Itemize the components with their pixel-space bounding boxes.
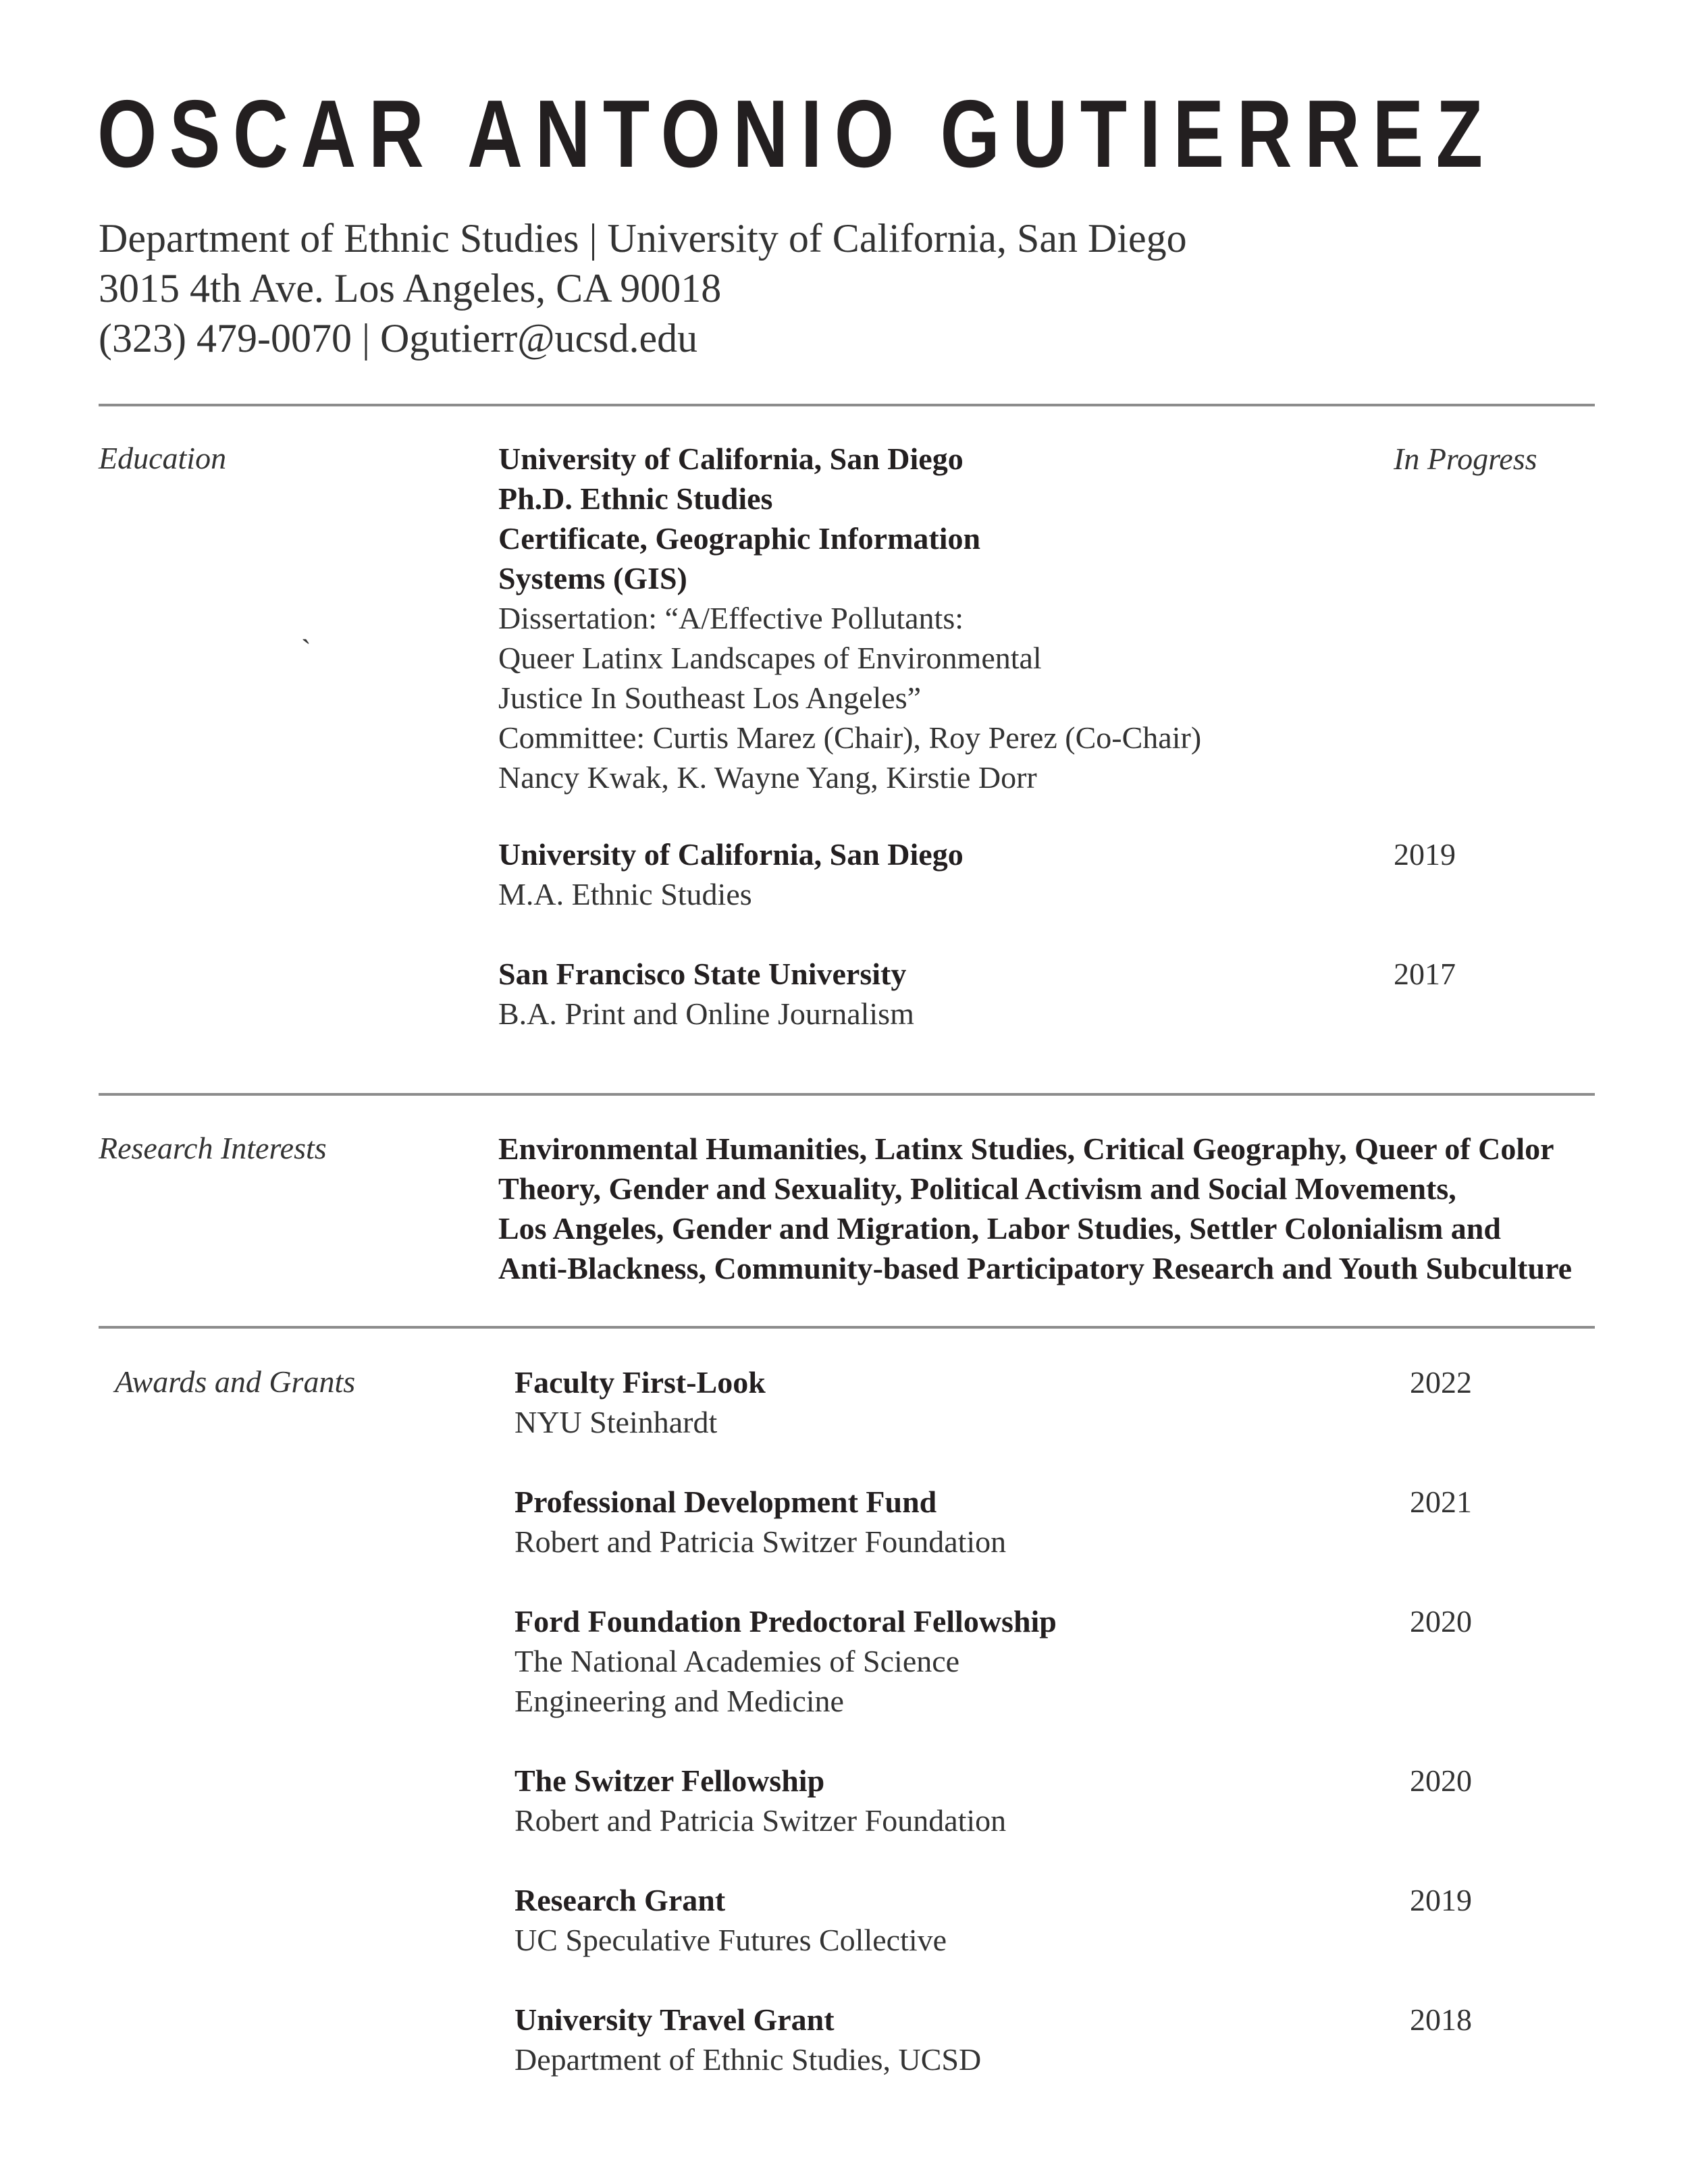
award-entry <box>515 1601 1057 1721</box>
entry-date: 2019 <box>1410 1883 1472 1917</box>
entry-date: 2020 <box>1410 1763 1472 1798</box>
divider <box>99 1093 1595 1096</box>
entry-detail: Nancy Kwak, K. Wayne Yang, Kirstie Dorr <box>498 760 1037 795</box>
award-entry <box>515 2000 981 2079</box>
entry-title: Ford Foundation Predoctoral Fellowship <box>515 1604 1057 1639</box>
research-line: Anti-Blackness, Community-based Participatory Research and Youth Subculture <box>498 1251 1573 1285</box>
section-label-research: Research Interests <box>99 1131 327 1165</box>
research-interests-text <box>498 1129 1572 1288</box>
entry-date: 2020 <box>1410 1604 1472 1639</box>
entry-date: 2019 <box>1394 837 1456 872</box>
entry-title: Faculty First-Look <box>515 1365 766 1400</box>
contact-block <box>99 213 1187 363</box>
award-entry <box>515 1482 1006 1562</box>
entry-title: Systems (GIS) <box>498 561 687 595</box>
entry-title: University of California, San Diego <box>498 837 964 872</box>
entry-detail: Robert and Patricia Switzer Foundation <box>515 1803 1007 1838</box>
research-line: Environmental Humanities, Latinx Studies, Critical Geography, Queer of Color <box>498 1131 1554 1166</box>
entry-detail: UC Speculative Futures Collective <box>515 1923 947 1957</box>
entry-detail: Robert and Patricia Switzer Foundation <box>515 1524 1007 1559</box>
department-line: Department of Ethnic Studies | University of California, San Diego <box>99 216 1187 261</box>
section-label-awards: Awards and Grants <box>115 1364 356 1399</box>
entry-date: In Progress <box>1394 442 1537 476</box>
entry-detail: Dissertation: “A/Effective Pollutants: <box>498 601 964 635</box>
entry-detail: NYU Steinhardt <box>515 1405 718 1439</box>
section-label-education: Education <box>99 441 227 475</box>
entry-detail: B.A. Print and Online Journalism <box>498 996 914 1031</box>
entry-detail: Queer Latinx Landscapes of Environmental <box>498 641 1042 675</box>
entry-detail: Justice In Southeast Los Angeles” <box>498 681 922 715</box>
research-line: Theory, Gender and Sexuality, Political Activism and Social Movements, <box>498 1171 1456 1206</box>
entry-title: University Travel Grant <box>515 2002 835 2037</box>
education-entry <box>498 834 964 914</box>
stray-mark: ` <box>301 634 311 667</box>
award-entry <box>515 1362 766 1442</box>
education-entry <box>498 439 1201 797</box>
entry-date: 2017 <box>1394 957 1456 991</box>
entry-date: 2018 <box>1410 2002 1472 2037</box>
entry-date: 2021 <box>1410 1485 1472 1519</box>
divider <box>99 404 1595 406</box>
entry-detail: Department of Ethnic Studies, UCSD <box>515 2042 982 2077</box>
entry-title: Ph.D. Ethnic Studies <box>498 481 773 516</box>
entry-detail: Engineering and Medicine <box>515 1684 844 1718</box>
page-title: OSCAR ANTONIO GUTIERREZ <box>97 80 1496 188</box>
award-entry <box>515 1880 947 1960</box>
entry-detail: M.A. Ethnic Studies <box>498 877 752 911</box>
entry-title: Research Grant <box>515 1883 726 1917</box>
research-line: Los Angeles, Gender and Migration, Labor Studies, Settler Colonialism and <box>498 1211 1501 1246</box>
entry-detail: Committee: Curtis Marez (Chair), Roy Perez (Co-Chair) <box>498 720 1202 755</box>
divider <box>99 1326 1595 1329</box>
entry-title: Certificate, Geographic Information <box>498 521 981 556</box>
entry-date: 2022 <box>1410 1365 1472 1400</box>
phone-email-line: (323) 479-0070 | Ogutierr@ucsd.edu <box>99 316 698 361</box>
entry-title: San Francisco State University <box>498 957 907 991</box>
entry-detail: The National Academies of Science <box>515 1644 960 1678</box>
education-entry <box>498 954 914 1034</box>
entry-title: University of California, San Diego <box>498 442 964 476</box>
address-line: 3015 4th Ave. Los Angeles, CA 90018 <box>99 266 722 311</box>
award-entry <box>515 1761 1006 1840</box>
entry-title: The Switzer Fellowship <box>515 1763 825 1798</box>
entry-title: Professional Development Fund <box>515 1485 937 1519</box>
